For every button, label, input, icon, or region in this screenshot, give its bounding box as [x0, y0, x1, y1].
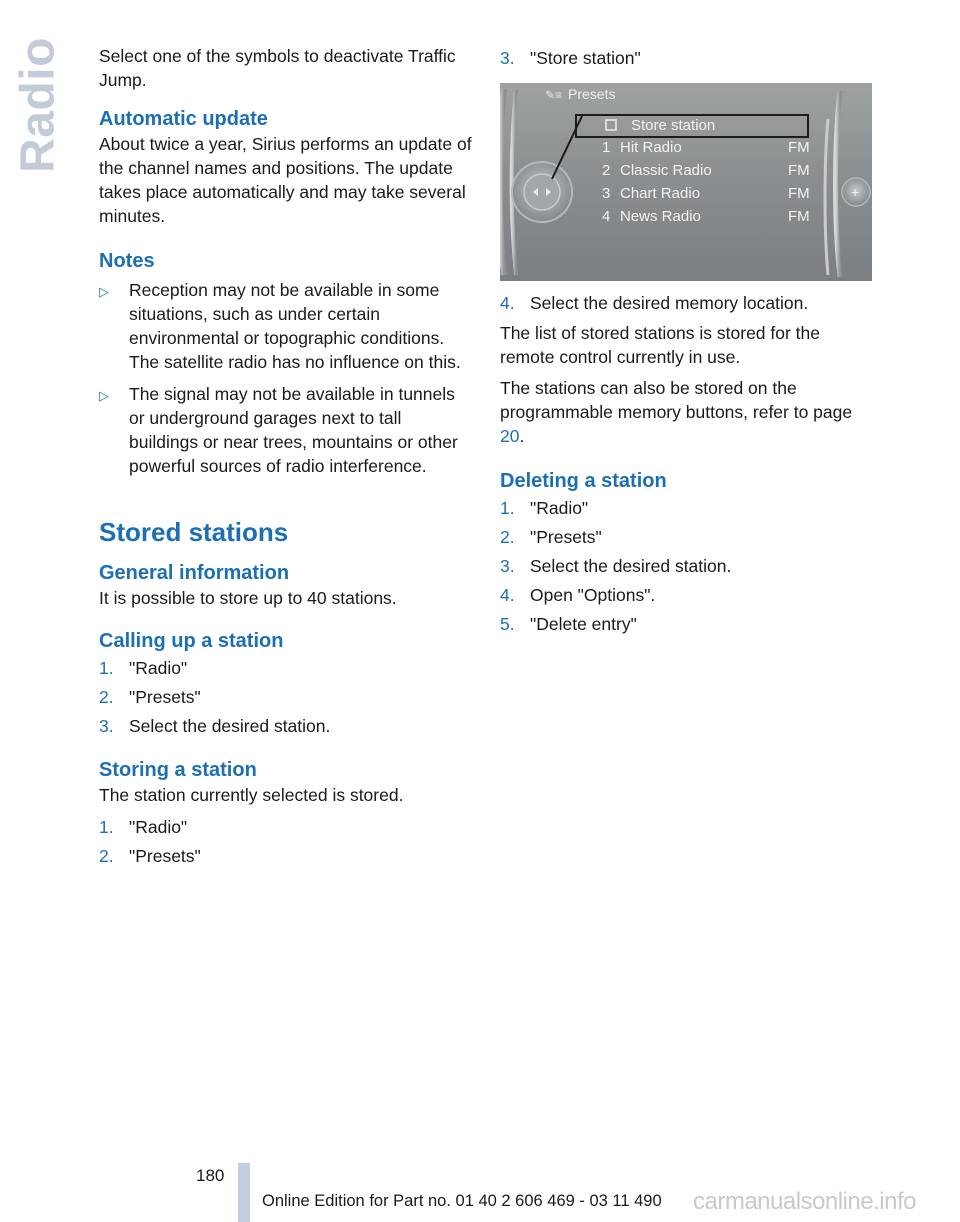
- preset-name: Hit Radio: [620, 139, 682, 156]
- page-number: 180: [196, 1166, 225, 1185]
- preset-number: 1: [602, 139, 611, 156]
- calling-heading: Calling up a station: [99, 630, 284, 652]
- footer-accent-bar: [238, 1163, 250, 1222]
- preset-name: News Radio: [620, 208, 701, 225]
- list-item: [99, 278, 473, 374]
- list-item: [500, 494, 872, 523]
- auto-update-text: About twice a year, Sirius performs an update of the channel names and positions. The update takes place automatically and may take several minutes.: [99, 134, 472, 226]
- preset-name: Chart Radio: [620, 185, 701, 202]
- step-number: 3.: [500, 556, 515, 576]
- memory-step: [500, 289, 872, 318]
- intro-paragraph: Select one of the symbols to deactivate Traffic Jump.: [99, 46, 456, 90]
- preset-number: 3: [602, 185, 611, 202]
- list-item: [99, 654, 473, 683]
- step-text: "Presets": [530, 527, 602, 547]
- memory-buttons-paragraph: [500, 376, 872, 448]
- left-rail-outer: [500, 89, 504, 275]
- list-item: [500, 523, 872, 552]
- storing-text: The station currently selected is stored.: [99, 785, 404, 805]
- preset-number: 4: [602, 208, 611, 225]
- step-number: 3.: [99, 716, 114, 736]
- preset-band: FM: [788, 185, 810, 202]
- list-item: [99, 683, 473, 712]
- step-number: 4.: [500, 585, 515, 605]
- auto-update-heading: Automatic update: [99, 108, 268, 130]
- step-text: Select the desired station.: [530, 556, 732, 576]
- plus-icon: +: [851, 184, 860, 200]
- note-text: Reception may not be available in some situations, such as under certain environmental or topographic conditions. The satellite radio has no influence on this.: [129, 280, 461, 372]
- step-number: 2.: [99, 687, 114, 707]
- bullet-triangle-icon: ▷: [99, 388, 109, 403]
- deleting-heading: Deleting a station: [500, 470, 667, 492]
- step-number: 3.: [500, 48, 515, 68]
- step-text: "Radio": [129, 658, 188, 678]
- site-watermark: carmanualsonline.info: [693, 1188, 916, 1215]
- step-text: "Presets": [129, 846, 201, 866]
- step-text: "Store station": [530, 48, 641, 68]
- step-text: Open "Options".: [530, 585, 656, 605]
- step-text: "Delete entry": [530, 614, 637, 634]
- step-text: "Radio": [530, 498, 589, 518]
- step-number: 1.: [500, 498, 515, 518]
- left-column: [99, 44, 473, 871]
- idrive-screenshot: [500, 83, 872, 281]
- step-text: "Radio": [129, 817, 188, 837]
- preset-name: Classic Radio: [620, 162, 712, 179]
- general-info-text: It is possible to store up to 40 stations.: [99, 588, 397, 608]
- list-item: [99, 842, 473, 871]
- store-station-menu-item[interactable]: Store station: [631, 117, 716, 134]
- list-item: [500, 44, 872, 73]
- preset-band: FM: [788, 208, 810, 225]
- notes-list: [99, 278, 473, 478]
- edition-footer: Online Edition for Part no. 01 40 2 606 469 - 03 11 490: [262, 1192, 662, 1210]
- step-number: 2.: [99, 846, 114, 866]
- step-text: "Presets": [129, 687, 201, 707]
- page-reference-link[interactable]: 20: [500, 426, 520, 446]
- knob-center: [524, 174, 560, 210]
- step-number: 5.: [500, 614, 515, 634]
- chapter-side-tab: [8, 37, 68, 173]
- screen-header-title: Presets: [568, 86, 616, 102]
- step-number: 1.: [99, 817, 114, 837]
- store-step: [500, 44, 872, 73]
- store-icon: [606, 120, 616, 130]
- chapter-title: Radio: [11, 37, 65, 173]
- preset-row[interactable]: [600, 185, 812, 207]
- step-number: 4.: [500, 293, 515, 313]
- list-item: [500, 610, 872, 639]
- remote-control-paragraph: The list of stored stations is stored for the remote control currently in use.: [500, 323, 821, 367]
- notes-heading: Notes: [99, 250, 155, 272]
- note-text: The signal may not be available in tunnels or underground garages next to tall buildings or near trees, mountains or other powerful sources of radio interference.: [129, 384, 458, 476]
- list-item: [500, 289, 872, 318]
- preset-number: 2: [602, 162, 611, 179]
- list-item: [99, 712, 473, 741]
- calling-steps: [99, 654, 473, 741]
- preset-band: FM: [788, 162, 810, 179]
- list-item: [500, 581, 872, 610]
- storing-steps: [99, 813, 473, 871]
- callout-line: [552, 116, 582, 179]
- preset-row[interactable]: [600, 162, 812, 184]
- preset-row[interactable]: [600, 208, 812, 230]
- presets-header-icon: ✎≡: [545, 88, 563, 102]
- list-item: [500, 552, 872, 581]
- general-info-heading: General information: [99, 562, 290, 584]
- storing-heading: Storing a station: [99, 759, 257, 781]
- right-rail-inner: [836, 91, 841, 277]
- stored-stations-heading: Stored stations: [99, 517, 289, 547]
- list-item: [99, 382, 473, 478]
- para-text-end: .: [519, 426, 525, 446]
- preset-band: FM: [788, 139, 810, 156]
- step-number: 1.: [99, 658, 114, 678]
- para-text: The stations can also be stored on the programmable memory buttons, refer to page: [500, 378, 853, 422]
- list-item: [99, 813, 473, 842]
- deleting-steps: [500, 494, 872, 639]
- step-text: Select the desired memory location.: [530, 293, 809, 313]
- scrollbar[interactable]: [825, 119, 828, 275]
- bullet-triangle-icon: ▷: [99, 284, 109, 299]
- step-text: Select the desired station.: [129, 716, 331, 736]
- preset-row[interactable]: [600, 139, 812, 161]
- right-column: [500, 44, 872, 639]
- step-number: 2.: [500, 527, 515, 547]
